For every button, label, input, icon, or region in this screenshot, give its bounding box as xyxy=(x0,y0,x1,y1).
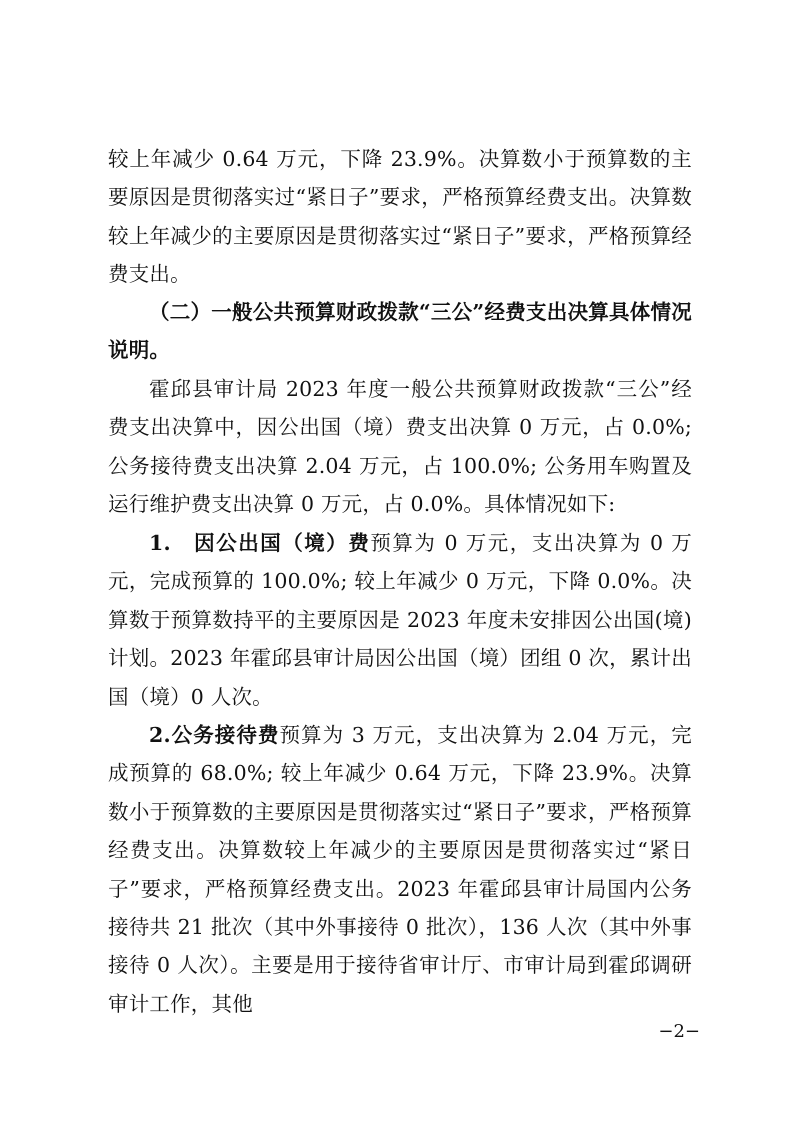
section-heading: （二）一般公共预算财政拨款“三公”经费支出决算具体情况说明。 xyxy=(108,300,692,363)
paragraph-overseas-travel xyxy=(108,524,692,716)
paragraph-continuation: 较上年减少 0.64 万元，下降 23.9%。决算数小于预算数的主要原因是贯彻落实过“紧日子”要求，严格预算经费支出。决算数较上年减少的主要原因是贯彻落实过“紧日子”要求，严格预算经费支出。 xyxy=(108,147,692,287)
item-heading-official-reception: 2.公务接待费 xyxy=(149,723,280,747)
item-body-overseas-travel: 预算为 0 万元，支出决算为 0 万元，完成预算的 100.0%; 较上年减少 0 万元，下降 0.0%。决算数于预算数持平的主要原因是 2023 年度未安排因公出国(境)计划。2023 年霍邱县审计局因公出国（境）团组 0 次，累计出国（境）0 人次。 xyxy=(108,531,692,709)
paragraph-official-reception xyxy=(108,716,692,1023)
item-heading-overseas-travel: 1. 因公出国（境）费 xyxy=(149,531,371,555)
page-number: −2− xyxy=(658,1021,700,1042)
item-body-official-reception: 预算为 3 万元，支出决算为 2.04 万元，完成预算的 68.0%; 较上年减少 0.64 万元，下降 23.9%。决算数小于预算数的主要原因是贯彻落实过“紧日子”要求，严格预算经费支出。决算数较上年减少的主要原因是贯彻落实过“紧日子”要求，严格预算经费支出。2023 年霍邱县审计局国内公务接待共 21 批次（其中外事接待 0 批次），136 人次（其中外事接待 0 人次）。主要是用于接待省审计厅、市审计局到霍邱调研审计工作，其他 xyxy=(108,723,692,1016)
paragraph-summary: 霍邱县审计局 2023 年度一般公共预算财政拨款“三公”经费支出决算中，因公出国（境）费支出决算 0 万元，占 0.0%;公务接待费支出决算 2.04 万元，占 100.0%; 公务用车购置及运行维护费支出决算 0 万元，占 0.0%。具体情况如下: xyxy=(108,377,692,517)
